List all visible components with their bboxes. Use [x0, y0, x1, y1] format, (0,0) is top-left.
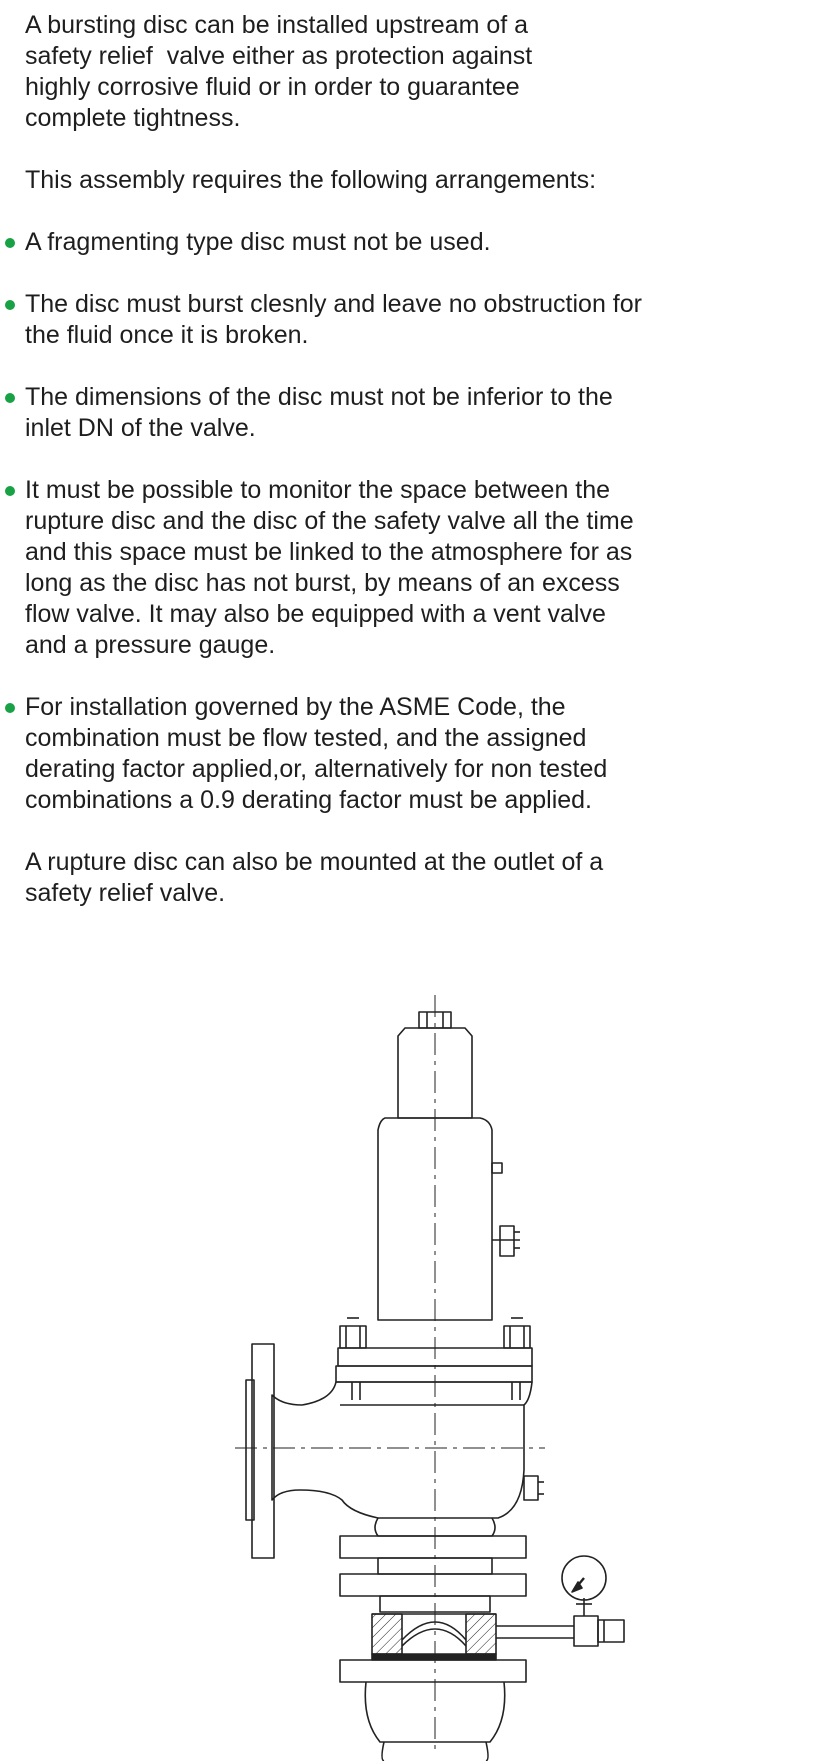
document-text	[25, 10, 725, 940]
bullet-item	[25, 692, 725, 816]
bullet-item	[25, 227, 725, 258]
bullet-item	[25, 382, 725, 444]
valve-body	[272, 1382, 532, 1518]
monitoring-line	[496, 1598, 624, 1646]
bullet-text: It must be possible to monitor the space between the rupture disc and the disc of the safety valve all the time and this space must be linked to the atmosphere for as long as the disc has not burst, by means of an excess flow valve. It may also be equipped with a vent valve and a pressure gauge.	[25, 476, 634, 659]
bullet-text: A fragmenting type disc must not be used.	[25, 228, 491, 256]
bullet-item	[25, 289, 725, 351]
valve-inlet-flange	[340, 1536, 526, 1558]
bullet-dot-icon	[5, 393, 15, 403]
bullet-text: The disc must burst clesnly and leave no obstruction for the fluid once it is broken.	[25, 290, 642, 349]
bullet-text: For installation governed by the ASME Code, the combination must be flow tested, and the assigned derating factor applied,or, alternatively for non tested combinations a 0.9 derating factor must be applied.	[25, 693, 608, 814]
requirements-heading: This assembly requires the following arrangements:	[25, 166, 597, 194]
drain-plug	[524, 1476, 544, 1500]
bullet-dot-icon	[5, 703, 15, 713]
bullet-dot-icon	[5, 300, 15, 310]
holder-bottom-flange	[340, 1660, 526, 1682]
bullet-item	[25, 475, 725, 661]
pressure-gauge-icon	[562, 1556, 606, 1600]
holder-top-flange	[340, 1574, 526, 1596]
rupture-disc-holder	[372, 1614, 496, 1660]
outlet-note: A rupture disc can also be mounted at the outlet of a safety relief valve.	[25, 848, 604, 907]
inlet-flange	[252, 1344, 274, 1558]
body-flange	[336, 1366, 532, 1382]
safety-valve-drawing-icon	[0, 990, 832, 1761]
bullet-text: The dimensions of the disc must not be inferior to the inlet DN of the valve.	[25, 383, 613, 442]
bullet-dot-icon	[5, 238, 15, 248]
bullet-dot-icon	[5, 486, 15, 496]
side-screw	[492, 1226, 520, 1256]
side-lug	[492, 1163, 502, 1173]
intro-paragraph: A bursting disc can be installed upstream of a safety relief valve either as protection against highly corrosive fluid or in order to guarantee complete tightness.	[25, 11, 533, 132]
